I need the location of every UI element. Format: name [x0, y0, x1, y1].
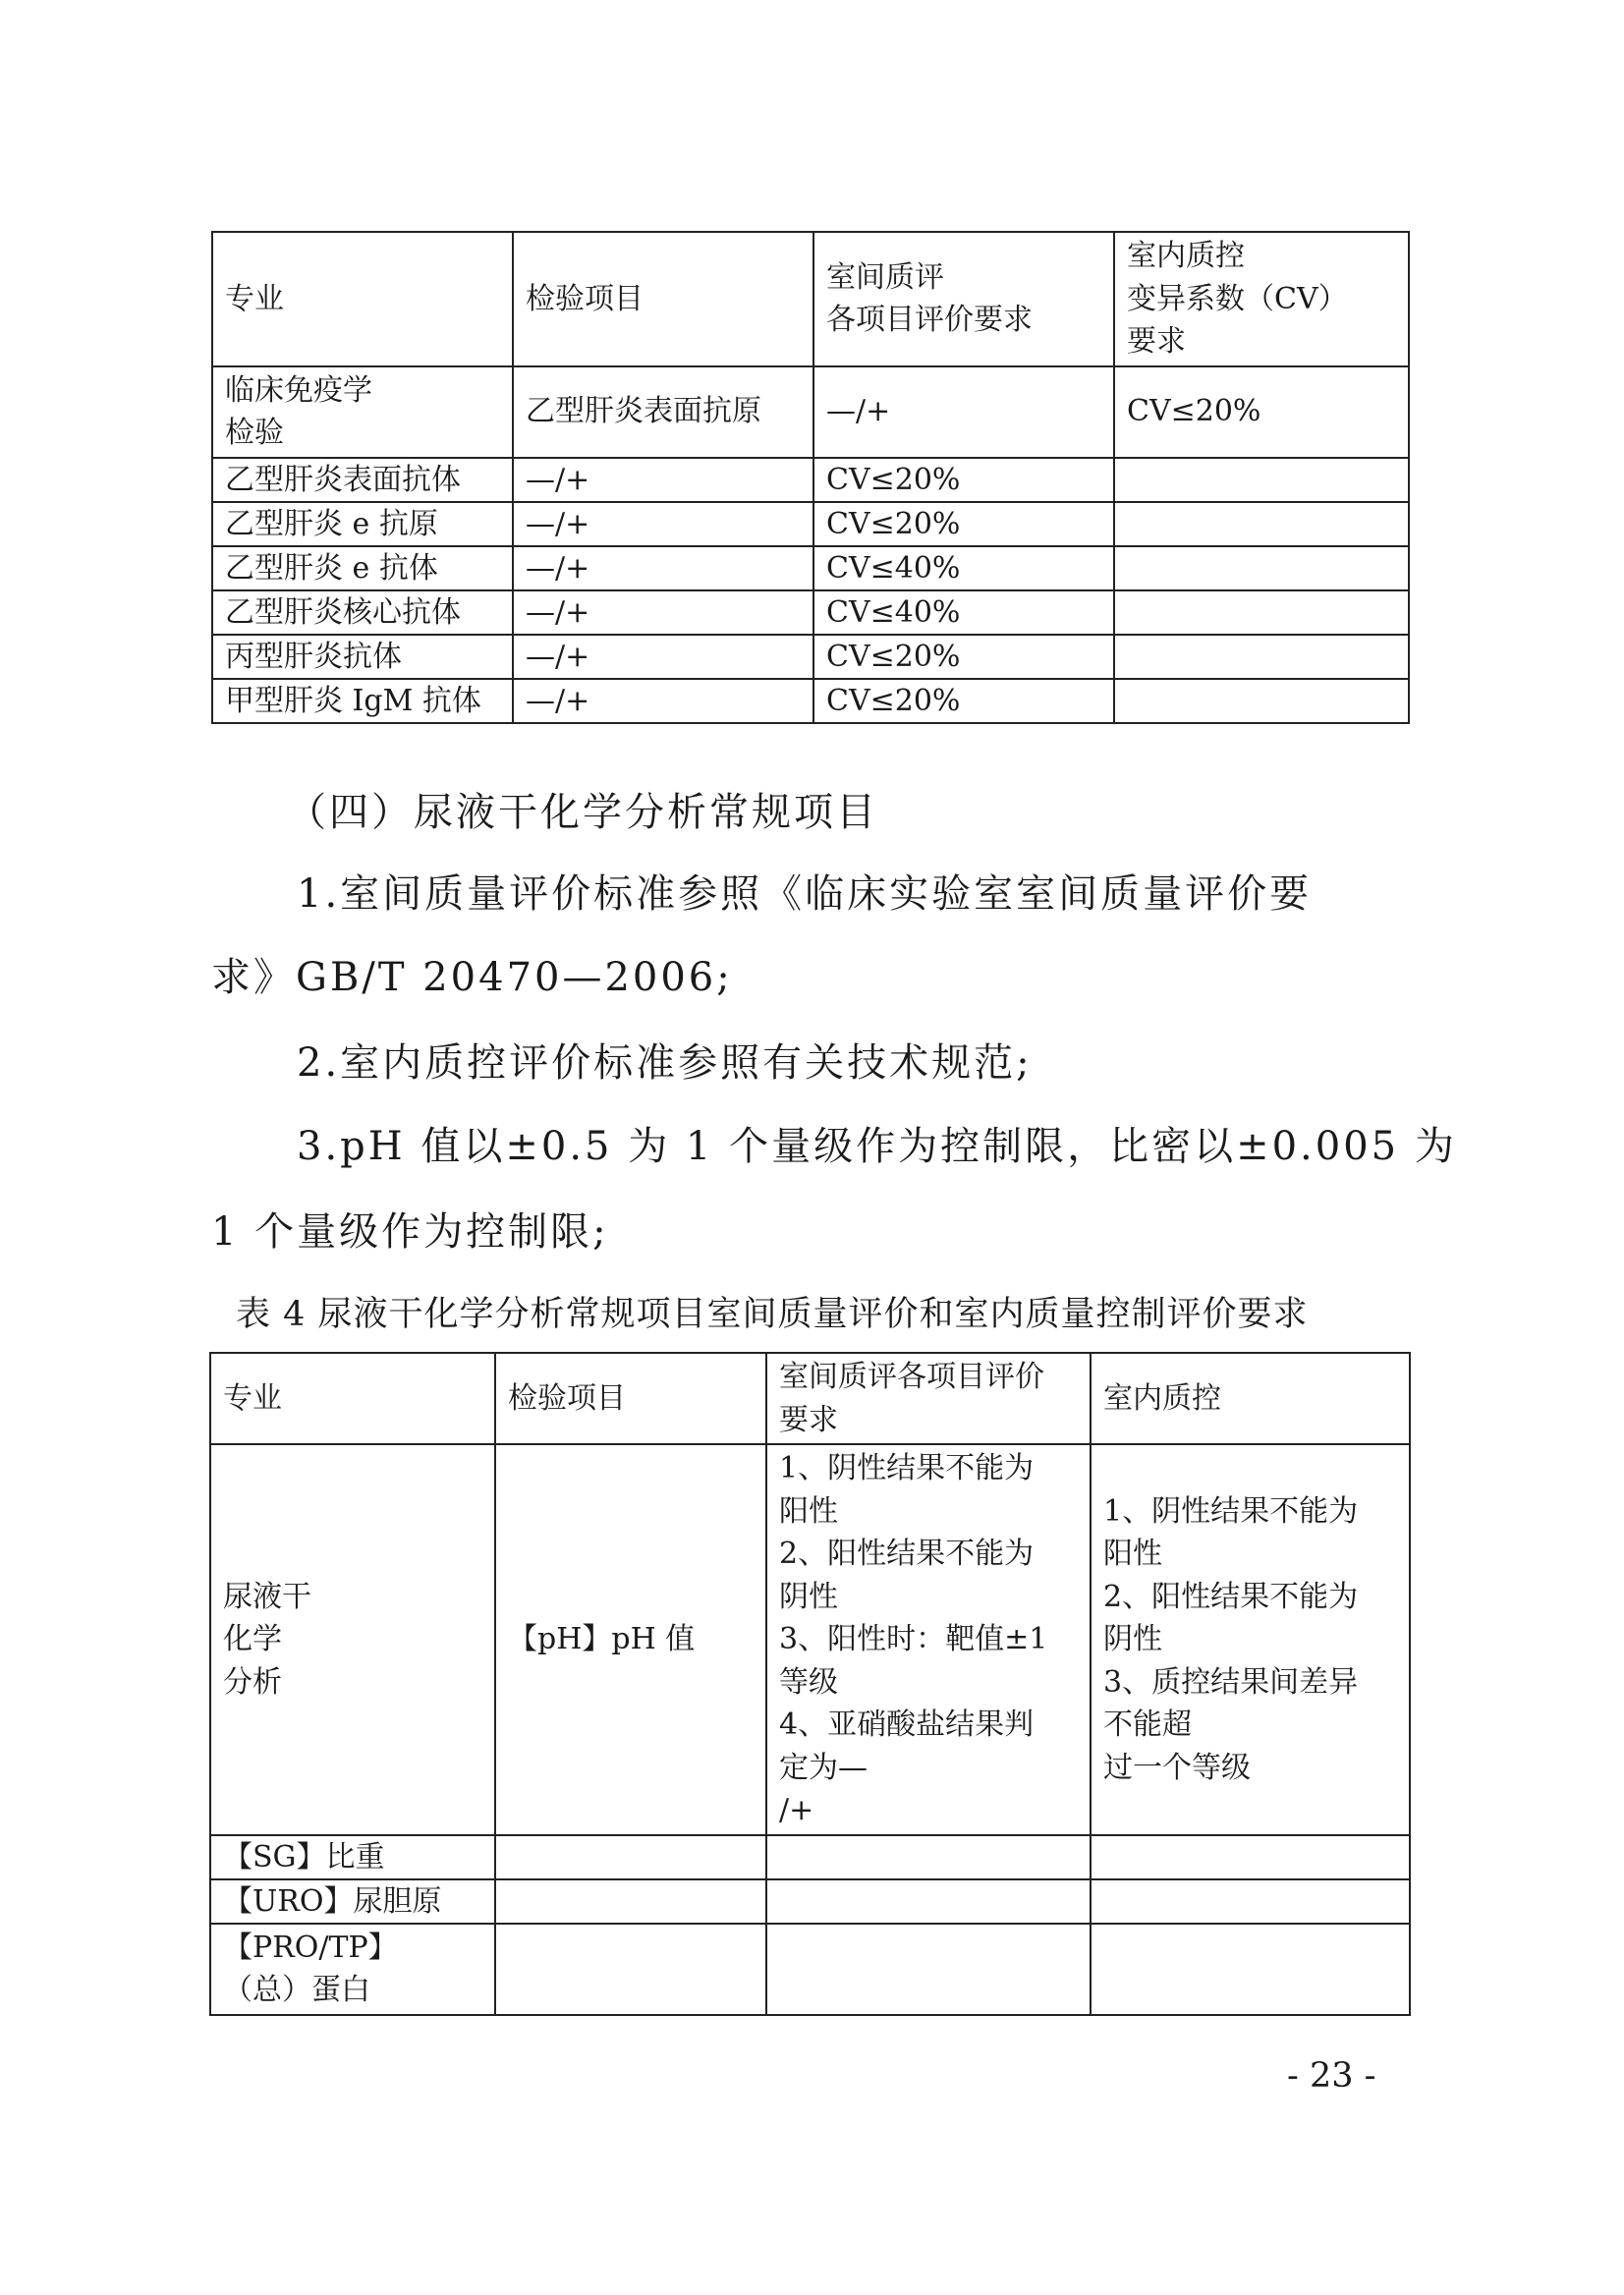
table-caption: 表 4 尿液干化学分析常规项目室间质量评价和室内质量控制评价要求	[236, 1295, 1309, 1334]
table-cell: 甲型肝炎 IgM 抗体	[212, 679, 513, 723]
table-cell	[1114, 635, 1409, 679]
table-row	[210, 1835, 1410, 1879]
header-iqc-cv-requirement: 室内质控 变异系数（CV） 要求	[1114, 232, 1409, 366]
table-cell: 1、阴性结果不能为 阳性 2、阳性结果不能为 阴性 3、质控结果间差异 不能超 过一个等级	[1091, 1444, 1410, 1835]
header-specialty: 专业	[210, 1353, 495, 1444]
table-cell: 【pH】pH 值	[495, 1444, 766, 1835]
table-cell: 1、阴性结果不能为 阳性 2、阳性结果不能为 阴性 3、阳性时：靶值±1 等级 4、亚硝酸盐结果判 定为— /+	[766, 1444, 1091, 1835]
table-row	[212, 458, 1409, 502]
table-row	[212, 366, 1409, 458]
header-eqa-requirement: 室间质评 各项目评价要求	[813, 232, 1114, 366]
page-number: - 23 -	[1287, 2056, 1376, 2096]
paragraph-line: 1 个量级作为控制限;	[211, 1209, 609, 1255]
table-cell	[1114, 679, 1409, 723]
table-cell: —/+	[513, 679, 813, 723]
table-cell	[1114, 458, 1409, 502]
header-test-item: 检验项目	[495, 1353, 766, 1444]
table-cell: 【URO】尿胆原	[210, 1879, 495, 1924]
header-eqa-requirement: 室间质评各项目评价 要求	[766, 1353, 1091, 1444]
table-cell: —/+	[513, 635, 813, 679]
table-row	[210, 1444, 1410, 1835]
table-cell: 【PRO/TP】 （总）蛋白	[210, 1924, 495, 2015]
table-cell: —/+	[513, 458, 813, 502]
table-row	[212, 635, 1409, 679]
immunology-qc-table	[211, 231, 1410, 724]
table-cell: 丙型肝炎抗体	[212, 635, 513, 679]
table-cell: 临床免疫学 检验	[212, 366, 513, 458]
table-cell: CV≤40%	[813, 590, 1114, 635]
table-cell	[1114, 590, 1409, 635]
paragraph-line: 3.pH 值以±0.5 为 1 个量级作为控制限，比密以±0.005 为	[297, 1124, 1457, 1169]
table-cell: —/+	[513, 546, 813, 590]
table-header-row	[212, 232, 1409, 366]
paragraph-line: 求》GB/T 20470—2006;	[211, 955, 733, 1000]
table-cell: CV≤20%	[813, 679, 1114, 723]
header-iqc: 室内质控	[1091, 1353, 1410, 1444]
header-specialty: 专业	[212, 232, 513, 366]
table-row	[210, 1924, 1410, 2015]
table-cell	[766, 1924, 1091, 2015]
table-cell: —/+	[513, 590, 813, 635]
table-cell	[1091, 1835, 1410, 1879]
table-cell	[1091, 1924, 1410, 2015]
table-cell: 乙型肝炎 e 抗原	[212, 502, 513, 546]
table-cell: CV≤20%	[813, 635, 1114, 679]
table-cell: 乙型肝炎表面抗原	[513, 366, 813, 458]
table-cell	[495, 1924, 766, 2015]
table-cell	[766, 1835, 1091, 1879]
table-row	[212, 546, 1409, 590]
header-test-item: 检验项目	[513, 232, 813, 366]
table-header-row	[210, 1353, 1410, 1444]
table-cell: CV≤20%	[813, 458, 1114, 502]
urinalysis-qc-table	[209, 1352, 1411, 2016]
table-cell: 乙型肝炎表面抗体	[212, 458, 513, 502]
paragraph-line: 2.室内质控评价标准参照有关技术规范;	[297, 1040, 1033, 1086]
table-row	[212, 679, 1409, 723]
table-cell: 乙型肝炎 e 抗体	[212, 546, 513, 590]
table-cell	[1091, 1879, 1410, 1924]
table-cell: CV≤20%	[813, 502, 1114, 546]
table-cell: CV≤40%	[813, 546, 1114, 590]
table-cell	[495, 1879, 766, 1924]
table-cell: 乙型肝炎核心抗体	[212, 590, 513, 635]
table-row	[210, 1879, 1410, 1924]
table-cell	[1114, 546, 1409, 590]
table-cell: 【SG】比重	[210, 1835, 495, 1879]
section-heading: （四）尿液干化学分析常规项目	[287, 790, 878, 835]
table-row	[212, 590, 1409, 635]
table-cell: —/+	[513, 502, 813, 546]
table-cell	[1114, 502, 1409, 546]
table-row	[212, 502, 1409, 546]
paragraph-line: 1.室间质量评价标准参照《临床实验室室间质量评价要	[297, 871, 1313, 917]
table-cell	[495, 1835, 766, 1879]
table-cell: —/+	[813, 366, 1114, 458]
table-cell	[766, 1879, 1091, 1924]
table-cell: 尿液干 化学 分析	[210, 1444, 495, 1835]
table-cell: CV≤20%	[1114, 366, 1409, 458]
